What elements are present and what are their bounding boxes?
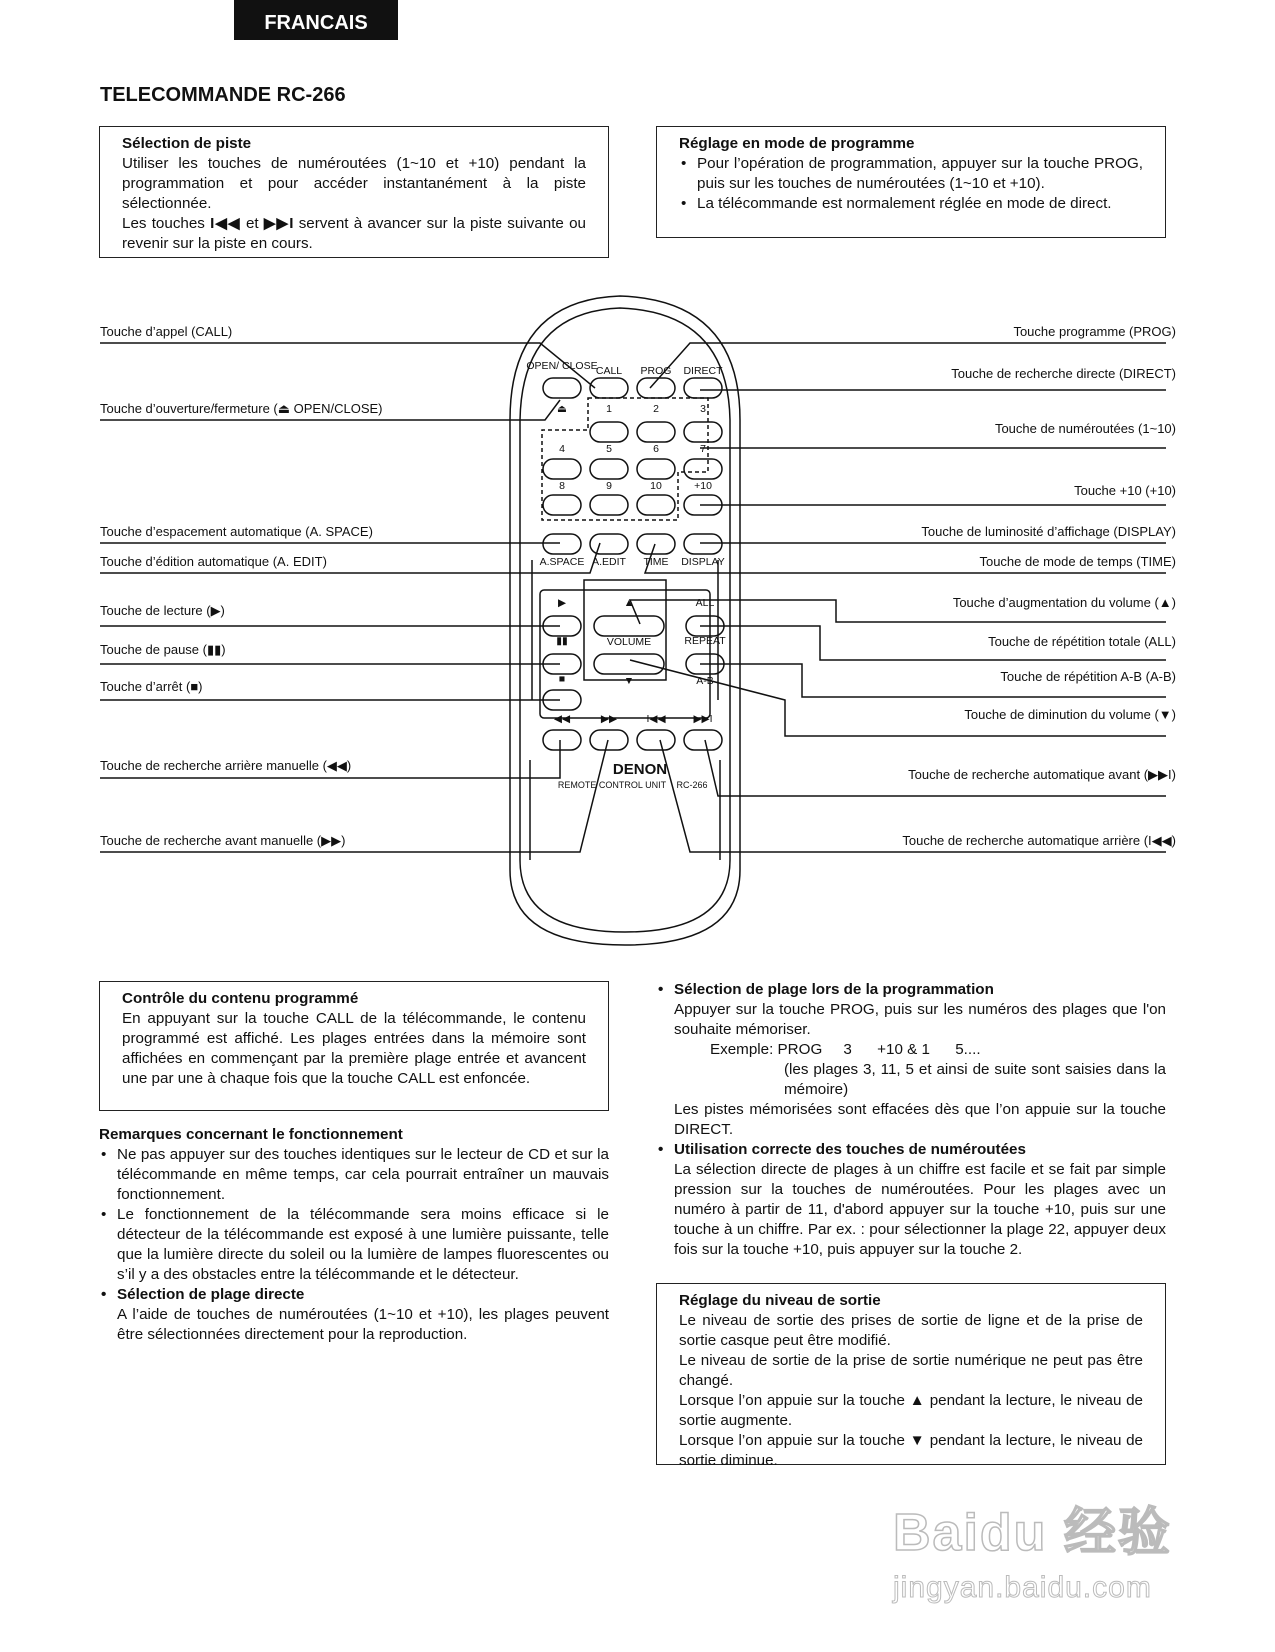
direct-selection-heading: • Sélection de plage directe — [99, 1285, 609, 1305]
label-auto-rewind: Touche de recherche automatique arrière (I◀◀) — [902, 833, 1176, 848]
output-level-p1: Le niveau de sortie des prises de sortie de ligne et de la prise de sortie casque peut être modifié. — [679, 1312, 1143, 1349]
page-title: TELECOMMANDE RC-266 — [100, 84, 346, 106]
direct-selection-text: A l’aide de touches de numéroutées (1~10 et +10), les plages peuvent être sélectionnées directement pour la reproduction. — [117, 1306, 609, 1343]
remarks-heading: Remarques concernant le fonctionnement — [99, 1126, 403, 1143]
label-repeat-ab: Touche de répétition A-B (A-B) — [1000, 669, 1176, 684]
track-selection-text: Utiliser les touches de numéroutées (1~10 et +10) pendant la programmation et pour accéder instantanément à la piste sélectionnée. — [122, 155, 586, 212]
label-play: Touche de lecture (▶) — [100, 603, 225, 618]
label-volume-up: Touche d’augmentation du volume (▲) — [952, 595, 1176, 610]
volume-up-icon: ▲ — [623, 597, 635, 609]
output-level-heading: Réglage du niveau de sortie — [679, 1292, 881, 1309]
remote-unit-label: REMOTE CONTROL UNIT — [557, 780, 667, 790]
skip-text-post: servent à avancer sur la piste suivante ou revenir sur la piste en cours. — [122, 215, 586, 252]
remarks-section — [99, 1125, 609, 1345]
example-label: Exemple: — [710, 1041, 774, 1058]
label-direct: Touche de recherche directe (DIRECT) — [951, 366, 1176, 381]
remote-inner-outline — [520, 308, 730, 932]
repeat-key-label: REPEAT — [684, 635, 726, 647]
digit-10-label: 10 — [650, 480, 662, 492]
example-block — [656, 1040, 1166, 1100]
example-value: PROG 3 +10 & 1 5.... — [777, 1041, 981, 1058]
skip-forward-icon: ▶▶I — [693, 713, 713, 725]
program-selection-heading: • Sélection de plage lors de la programmation — [656, 980, 1166, 1000]
program-mode-bullet: • La télécommande est normalement réglée en mode de direct. — [679, 194, 1143, 214]
label-plus10: Touche +10 (+10) — [1074, 483, 1176, 498]
output-level-box — [656, 1283, 1166, 1469]
remark-bullet: • Le fonctionnement de la télécommande sera moins efficace si le détecteur de la télécommande est exposé à une lumière puissante, telle que la lumière directe du soleil ou la lumière de lampes fluorescentes ou s’il y a des obstacles entre la télécommande et le détecteur. — [99, 1205, 609, 1285]
ab-key-label: A-B — [696, 675, 714, 687]
label-aspace: Touche d’espacement automatique (A. SPACE) — [100, 524, 373, 539]
digit-4-label: 4 — [559, 443, 565, 455]
program-mode-bullet: • Pour l’opération de programmation, appuyer sur la touche PROG, puis sur les touches de numéroutées (1~10 et +10). — [679, 154, 1143, 194]
example-note: (les plages 3, 11, 5 et ainsi de suite sont saisies dans la mémoire) — [784, 1061, 1166, 1098]
program-selection-section — [656, 980, 1166, 1260]
stop-icon: ■ — [558, 673, 566, 685]
digit-2-label: 2 — [653, 403, 659, 415]
output-level-p3: Lorsque l’on appuie sur la touche ▲ pendant la lecture, le niveau de sortie augmente. — [679, 1392, 1143, 1429]
program-selection-text: Appuyer sur la touche PROG, puis sur les numéros des plages que l'on souhaite mémoriser. — [674, 1001, 1166, 1038]
watermark-url: jingyan.baidu.com — [893, 1571, 1152, 1604]
all-key-label: ALL — [695, 597, 715, 609]
prev-track-glyph: I◀◀ — [210, 215, 241, 232]
digit-7-label: 7 — [700, 443, 706, 455]
aspace-key-label: A.SPACE — [539, 556, 585, 568]
output-level-p4: Lorsque l’on appuie sur la touche ▼ pendant la lecture, le niveau de sortie diminue. — [679, 1432, 1143, 1469]
label-pause: Touche de pause (▮▮) — [100, 642, 226, 657]
label-stop: Touche d’arrêt (■) — [100, 679, 203, 694]
baidu-watermark — [893, 1490, 1193, 1630]
program-mode-heading: Réglage en mode de programme — [679, 135, 915, 152]
label-call: Touche d’appel (CALL) — [100, 324, 233, 339]
direct-key-label: DIRECT — [683, 365, 723, 377]
fast-forward-icon: ▶▶ — [600, 713, 618, 725]
open-close-key-label: OPEN/ CLOSE — [526, 360, 598, 372]
aedit-key-label: A.EDIT — [592, 556, 626, 568]
digit-plus10-label: +10 — [694, 480, 712, 492]
label-time: Touche de mode de temps (TIME) — [979, 554, 1176, 569]
play-icon: ▶ — [557, 597, 567, 609]
label-auto-forward: Touche de recherche automatique avant (▶▶I) — [908, 767, 1176, 782]
call-check-text: En appuyant sur la touche CALL de la télécommande, le contenu programmé est affiché. Les plages entrées dans la mémoire sont affichées en commençant par la première plage entrée et avancent une par une à chaque fois que la touche CALL est enfoncée. — [122, 1010, 586, 1087]
skip-text-and: et — [245, 215, 259, 232]
skip-text-pre: Les touches — [122, 215, 205, 232]
volume-panel — [584, 580, 666, 680]
label-digits: Touche de numéroutées (1~10) — [994, 421, 1176, 436]
digit-3-label: 3 — [700, 403, 706, 415]
time-key-label: TIME — [643, 556, 669, 568]
next-track-glyph: ▶▶I — [263, 215, 294, 232]
program-erase-text: Les pistes mémorisées sont effacées dès que l’on appuie sur la touche DIRECT. — [674, 1101, 1166, 1138]
label-aedit: Touche d’édition automatique (A. EDIT) — [100, 554, 327, 569]
label-display: Touche de luminosité d’affichage (DISPLAY) — [921, 524, 1176, 539]
label-volume-down: Touche de diminution du volume (▼) — [964, 707, 1176, 722]
digit-9-label: 9 — [606, 480, 612, 492]
digit-5-label: 5 — [606, 443, 612, 455]
call-check-box — [99, 981, 609, 1111]
skip-back-icon: I◀◀ — [646, 713, 666, 725]
brand-logo: DENON — [612, 761, 668, 778]
call-key-label: CALL — [595, 365, 623, 377]
digit-6-label: 6 — [653, 443, 659, 455]
digit-8-label: 8 — [559, 480, 565, 492]
eject-icon: ⏏ — [557, 403, 567, 415]
label-prog: Touche programme (PROG) — [1013, 324, 1176, 339]
digit-1-label: 1 — [606, 403, 612, 415]
label-repeat-all: Touche de répétition totale (ALL) — [988, 634, 1176, 649]
language-tab: FRANCAIS — [234, 0, 398, 40]
call-check-heading: Contrôle du contenu programmé — [122, 990, 359, 1007]
track-selection-heading: Sélection de piste — [122, 135, 252, 152]
rewind-icon: ◀◀ — [553, 713, 571, 725]
remote-model-label: RC-266 — [676, 780, 708, 790]
pause-icon: ▮▮ — [556, 635, 568, 647]
output-level-p2: Le niveau de sortie de la prise de sortie numérique ne peut pas être changé. — [679, 1352, 1143, 1389]
display-key-label: DISPLAY — [681, 556, 725, 568]
volume-down-icon: ▼ — [623, 675, 635, 687]
label-manual-rewind: Touche de recherche arrière manuelle (◀◀) — [100, 758, 352, 773]
label-open-close: Touche d’ouverture/fermeture (⏏ OPEN/CLOSE) — [100, 401, 383, 416]
remark-bullet: • Ne pas appuyer sur des touches identiques sur le lecteur de CD et sur la télécommande en même temps, car cela pourrait entraîner un mauvais fonctionnement. — [99, 1145, 609, 1205]
watermark-logo: Baidu 经验 — [893, 1504, 1172, 1562]
prog-key-label: PROG — [640, 365, 672, 377]
numeric-keys-heading: • Utilisation correcte des touches de numéroutées — [656, 1140, 1166, 1160]
numeric-keys-text: La sélection directe de plages à un chiffre est facile et se fait par simple pression sur la touches de numéroutées. Pour les plages avec un numéro à partir de 11, d'abord appuyer sur la touche +10, puis sur une touche à un chiffre. Par ex. : pour sélectionner la plage 22, appuyer deux fois sur la touche +10, puis appuyer sur la touche 2. — [674, 1161, 1166, 1258]
label-manual-forward: Touche de recherche avant manuelle (▶▶) — [100, 833, 346, 848]
volume-label: VOLUME — [606, 636, 652, 648]
